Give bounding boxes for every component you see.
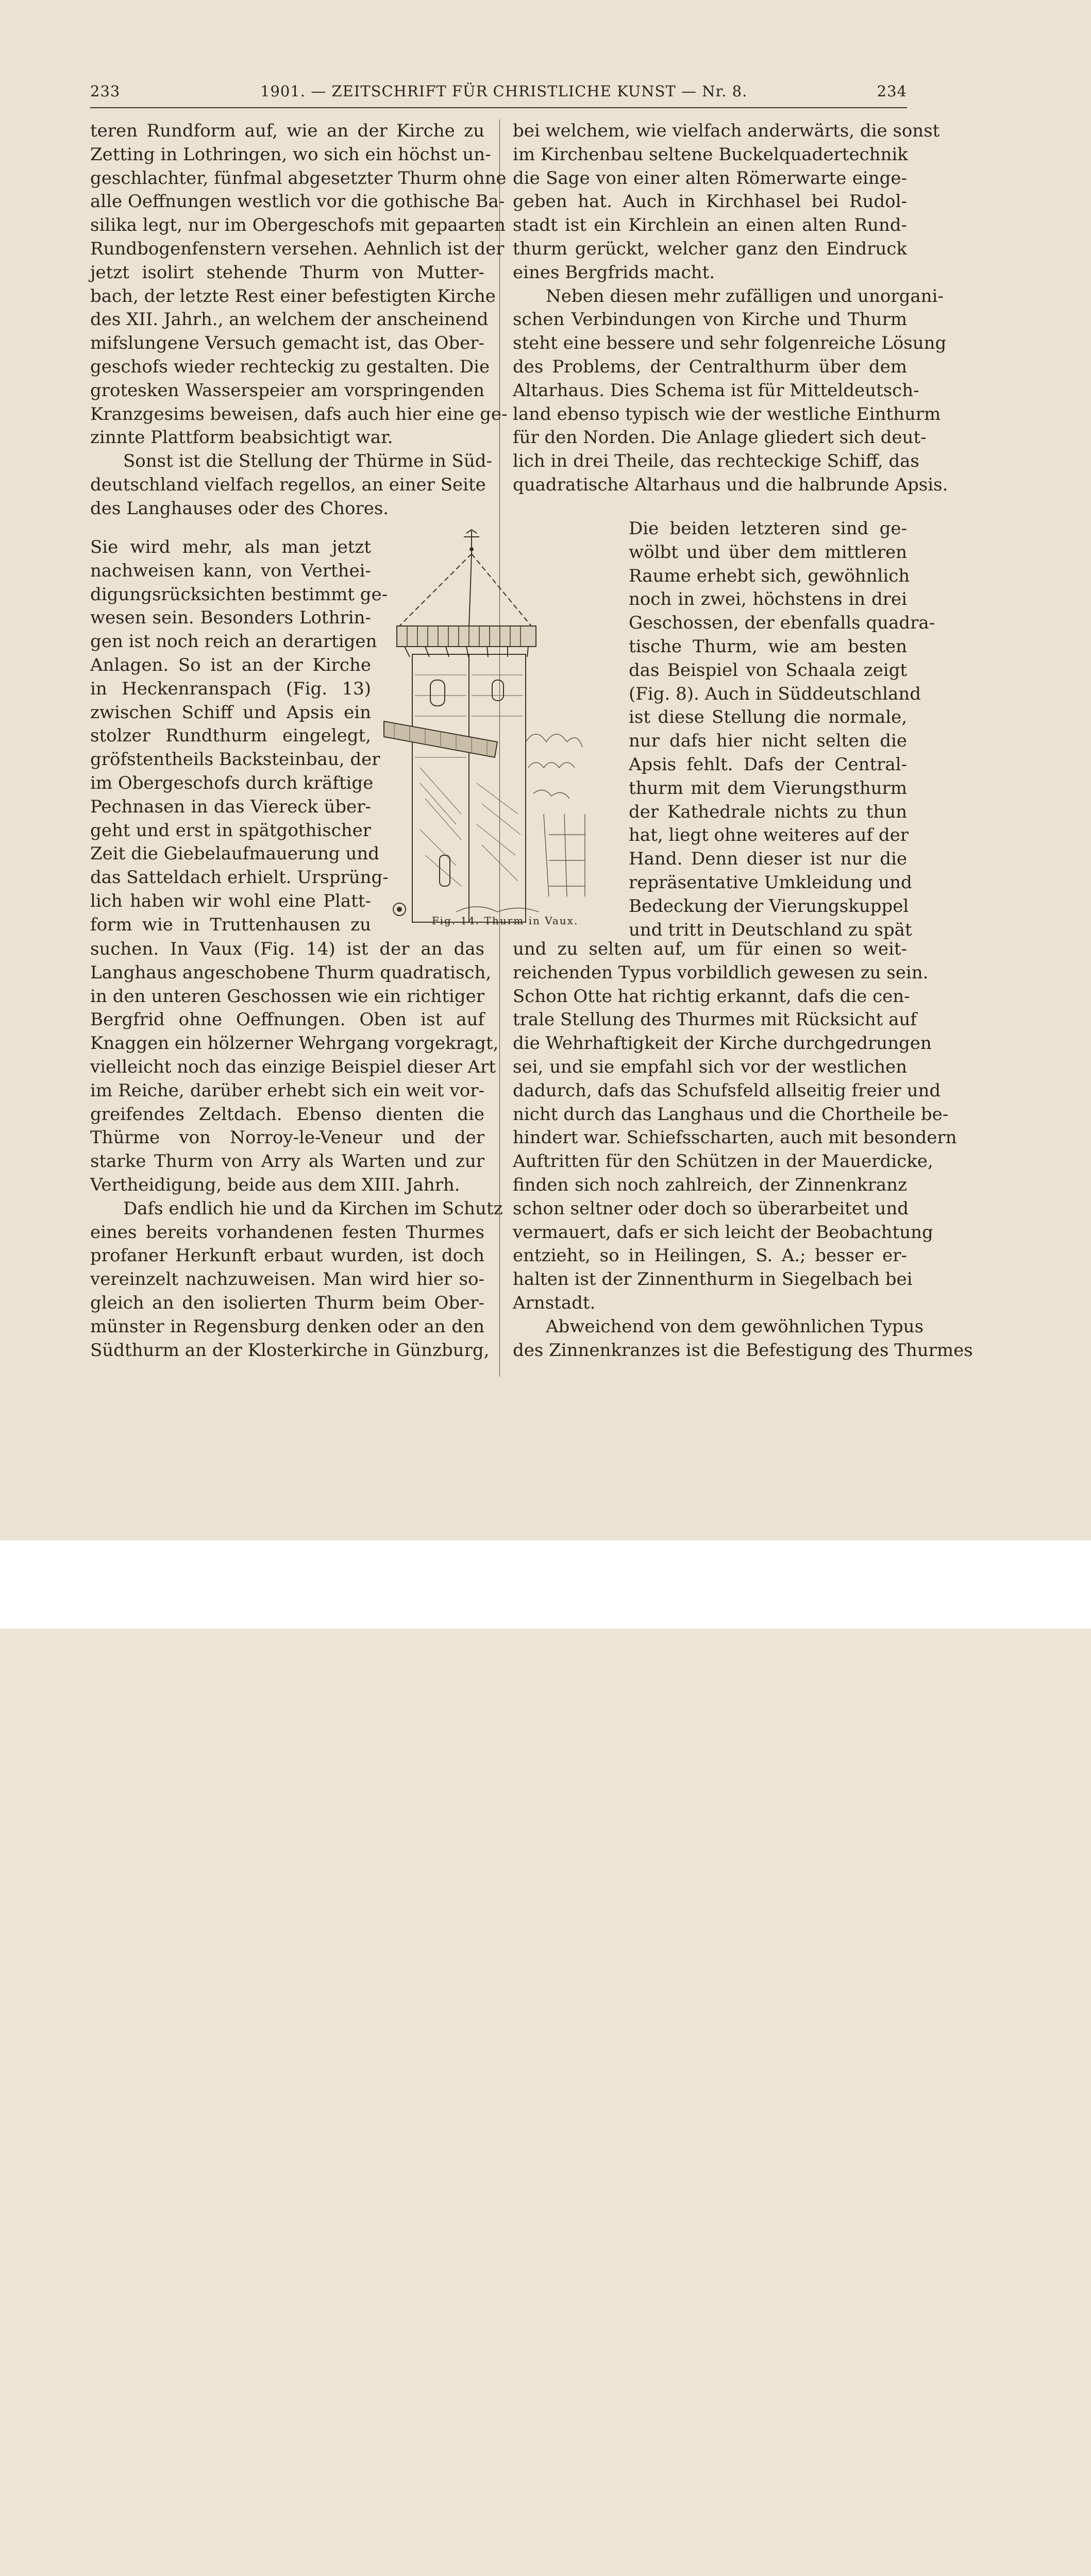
text-line: noch in zwei, höchstens in drei	[629, 589, 907, 610]
text-line: silika legt, nur im Obergeschofs mit gepaarten	[90, 215, 506, 236]
text-line: stadt ist ein Kirchlein an einen alten Rund-	[513, 215, 907, 236]
text-line: gröfstentheils Backsteinbau, der	[90, 749, 380, 770]
text-line: lich in drei Theile, das rechteckige Schiff, das	[513, 451, 919, 472]
page-number-right: 234	[877, 82, 907, 100]
text-line: dadurch, dafs das Schufsfeld allseitig freier und	[513, 1080, 941, 1101]
text-line: grotesken Wasserspeier am vorspringenden	[90, 380, 484, 401]
text-line: eines Bergfrids macht.	[513, 262, 715, 283]
text-line: Anlagen. So ist an der Kirche	[90, 654, 371, 675]
text-line: Hand. Denn dieser ist nur die	[629, 849, 907, 870]
text-line: geschlachter, fünfmal abgesetzter Thurm ohne	[90, 167, 507, 189]
text-line: deutschland vielfach regellos, an einer Seite	[90, 474, 486, 495]
text-line: gleich an den isolierten Thurm beim Ober-	[90, 1292, 484, 1313]
text-line: nur dafs hier nicht selten die	[629, 731, 907, 752]
text-line: alle Oeffnungen westlich vor die gothische Ba-	[90, 191, 505, 212]
page-number-left: 233	[90, 82, 121, 100]
text-line: münster in Regensburg denken oder an den	[90, 1316, 484, 1337]
text-line: ist diese Stellung die normale,	[629, 707, 907, 728]
text-line: steht eine bessere und sehr folgenreiche Lösung	[513, 333, 947, 354]
text-line: im Kirchenbau seltene Buckelquadertechnik	[513, 144, 908, 165]
text-line: Apsis fehlt. Dafs der Central-	[629, 754, 907, 775]
text-line: finden sich noch zahlreich, der Zinnenkranz	[513, 1174, 907, 1195]
text-line: Arnstadt.	[513, 1292, 596, 1313]
text-line: mifslungene Versuch gemacht ist, das Ober-	[90, 333, 484, 354]
text-line: jetzt isolirt stehende Thurm von Mutter-	[90, 262, 484, 283]
text-line: Altarhaus. Dies Schema ist für Mitteldeutsch-	[513, 380, 919, 401]
text-line: geht und erst in spätgothischer	[90, 820, 371, 841]
text-line: des XII. Jahrh., an welchem der anscheinend	[90, 309, 489, 330]
text-line: schen Verbindungen von Kirche und Thurm	[513, 309, 907, 330]
text-line: zinnte Plattform beabsichtigt war.	[90, 427, 393, 448]
text-line: repräsentative Umkleidung und	[629, 872, 912, 893]
text-line: Bergfrid ohne Oeffnungen. Oben ist auf	[90, 1009, 484, 1030]
text-line: Pechnasen in das Viereck über-	[90, 796, 371, 817]
text-line: gen ist noch reich an derartigen	[90, 631, 377, 652]
text-line: die Sage von einer alten Römerwarte einge-	[513, 167, 907, 189]
text-line: Zetting in Lothringen, wo sich ein höchst un-	[90, 144, 491, 165]
right-column-bottom	[513, 938, 973, 1362]
text-line: und tritt in Deutschland zu spät	[629, 919, 912, 940]
text-line: Zeit die Giebelaufmauerung und	[90, 843, 380, 865]
text-line: halten ist der Zinnenthurm in Siegelbach bei	[513, 1269, 913, 1290]
text-line: wesen sein. Besonders Lothrin-	[90, 607, 371, 629]
text-line: im Obergeschofs durch kräftige	[90, 772, 374, 793]
text-line: land ebenso typisch wie der westliche Einthurm	[513, 403, 941, 425]
text-line: greifendes Zeltdach. Ebenso dienten die	[90, 1104, 484, 1125]
text-line: Raume erhebt sich, gewöhnlich	[629, 565, 910, 586]
text-line: Bedeckung der Vierungskuppel	[629, 895, 909, 917]
text-line: das Satteldach erhielt. Ursprüng-	[90, 867, 389, 888]
journal-title: 1901. — ZEITSCHRIFT FÜR CHRISTLICHE KUNST — Nr. 8.	[260, 82, 748, 100]
right-column-top	[513, 120, 948, 497]
text-line: thurm mit dem Vierungsthurm	[629, 777, 907, 799]
text-line: bach, der letzte Rest einer befestigten Kirche	[90, 285, 496, 307]
text-line: sei, und sie empfahl sich vor der westlichen	[513, 1056, 907, 1077]
text-line: hindert war. Schiefsscharten, auch mit besondern	[513, 1127, 957, 1148]
text-line: des Problems, der Centralthurm über dem	[513, 356, 907, 377]
text-line: starke Thurm von Arry als Warten und zur	[90, 1151, 484, 1172]
text-line: Thürme von Norroy-le-Veneur und der	[90, 1127, 484, 1148]
text-line: Sonst ist die Stellung der Thürme in Süd-	[123, 451, 492, 472]
text-line: das Beispiel von Schaala zeigt	[629, 659, 907, 681]
viewer-footer	[0, 1540, 1091, 1629]
text-line: nicht durch das Langhaus und die Chortheile be-	[513, 1104, 949, 1125]
text-line: vielleicht noch das einzige Beispiel dieser Art	[90, 1056, 496, 1077]
text-line: profaner Herkunft erbaut wurden, ist doch	[90, 1245, 484, 1266]
text-line: thurm gerückt, welcher ganz den Eindruck	[513, 238, 907, 259]
text-line: im Reiche, darüber erhebt sich ein weit vor-	[90, 1080, 484, 1101]
header-rule	[90, 107, 907, 108]
text-line: Abweichend von dem gewöhnlichen Typus	[546, 1316, 924, 1337]
text-line: geschofs wieder rechteckig zu gestalten. Die	[90, 356, 490, 377]
text-line: bei welchem, wie vielfach anderwärts, die sonst	[513, 121, 940, 141]
text-line: hat, liegt ohne weiteres auf der	[629, 825, 909, 846]
text-line: Langhaus angeschobene Thurm quadratisch,	[90, 962, 492, 983]
left-column-wrap	[90, 536, 389, 937]
text-line: Knaggen ein hölzerner Wehrgang vorgekragt,	[90, 1033, 499, 1054]
text-line: der Kathedrale nichts zu thun	[629, 801, 907, 822]
tower-illustration	[379, 526, 624, 927]
text-line: reichenden Typus vorbildlich gewesen zu sein.	[513, 962, 929, 983]
text-line: Vertheidigung, beide aus dem XIII. Jahrh.	[90, 1174, 460, 1195]
text-line: in Heckenranspach (Fig. 13)	[90, 678, 371, 699]
text-line: digungsrücksichten bestimmt ge-	[90, 584, 388, 605]
text-line: Sie wird mehr, als man jetzt	[90, 537, 371, 557]
text-line: Neben diesen mehr zufälligen und unorgani-	[546, 285, 944, 307]
text-line: Südthurm an der Klosterkirche in Günzburg,	[90, 1340, 490, 1361]
text-line: Schon Otte hat richtig erkannt, dafs die cen-	[513, 986, 910, 1007]
text-line: suchen. In Vaux (Fig. 14) ist der an das	[90, 939, 484, 959]
text-line: wölbt und über dem mittleren	[629, 541, 907, 563]
text-line: schon seltner oder doch so überarbeitet und	[513, 1198, 909, 1219]
figure-caption: Fig. 14. Thurm in Vaux.	[431, 914, 579, 927]
text-line: eines bereits vorhandenen festen Thurmes	[90, 1222, 484, 1243]
text-line: für den Norden. Die Anlage gliedert sich deut-	[513, 427, 927, 448]
text-line: Geschossen, der ebenfalls quadra-	[629, 613, 935, 634]
text-line: die Wehrhaftigkeit der Kirche durchgedrungen	[513, 1033, 932, 1054]
text-line: teren Rundform auf, wie an der Kirche zu	[90, 121, 484, 141]
text-line: tische Thurm, wie am besten	[629, 636, 907, 657]
text-line: lich haben wir wohl eine Platt-	[90, 890, 371, 911]
text-line: des Zinnenkranzes ist die Befestigung des Thurmes	[513, 1340, 973, 1361]
text-line: stolzer Rundthurm eingelegt,	[90, 725, 371, 747]
left-column-top	[90, 120, 508, 521]
text-line: entzieht, so in Heilingen, S. A.; besser er-	[513, 1245, 907, 1266]
right-column-wrap	[629, 517, 935, 942]
text-line: und zu selten auf, um für einen so weit-	[513, 939, 907, 959]
text-line: (Fig. 8). Auch in Süddeutschland	[629, 683, 921, 704]
text-line: in den unteren Geschossen wie ein richtiger	[90, 986, 484, 1007]
text-line: Die beiden letzteren sind ge-	[629, 518, 907, 539]
text-line: vermauert, dafs er sich leicht der Beobachtung	[513, 1222, 933, 1243]
text-line: quadratische Altarhaus und die halbrunde Apsis.	[513, 474, 948, 495]
running-head	[90, 82, 907, 105]
text-line: vereinzelt nachzuweisen. Man wird hier so-	[90, 1269, 484, 1290]
text-line: Dafs endlich hie und da Kirchen im Schutz	[123, 1198, 503, 1219]
text-line: geben hat. Auch in Kirchhasel bei Rudol-	[513, 191, 907, 212]
text-line: Kranzgesims beweisen, dafs auch hier eine ge-	[90, 403, 508, 425]
text-line: des Langhauses oder des Chores.	[90, 498, 389, 519]
text-line: trale Stellung des Thurmes mit Rücksicht auf	[513, 1009, 917, 1030]
text-line: nachweisen kann, von Verthei-	[90, 560, 371, 581]
text-line: Rundbogenfenstern versehen. Aehnlich ist der	[90, 238, 505, 259]
text-line: form wie in Truttenhausen zu	[90, 914, 371, 935]
text-line: zwischen Schiff und Apsis ein	[90, 702, 371, 723]
left-column-bottom	[90, 938, 503, 1362]
text-line: Auftritten für den Schützen in der Mauerdicke,	[513, 1151, 933, 1172]
